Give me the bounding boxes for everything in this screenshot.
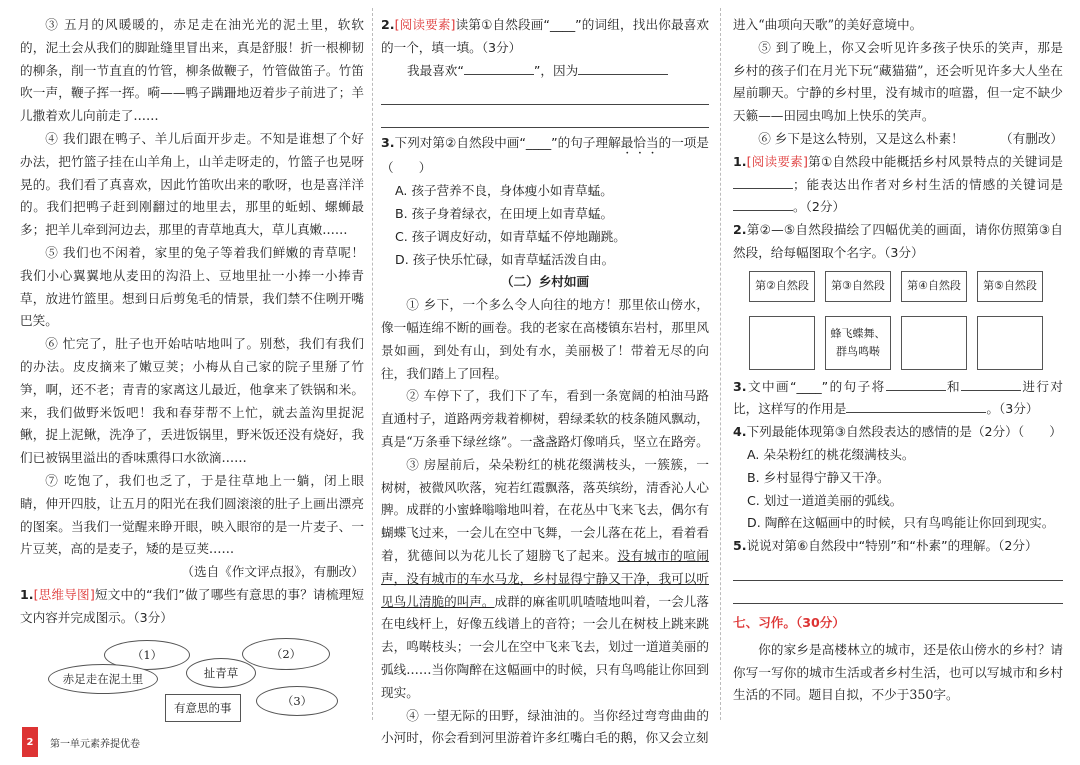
paragraph-5: ⑤ 到了晚上，你又会听见许多孩子快乐的笑声，那是乡村的孩子们在月光下玩“藏猫猫”，还会听见许多大人坐在屋前聊天。宁静的乡村里，没有城市的喧嚣，但一定不缺少天籁——田园虫鸣加上快乐的笑声。 bbox=[733, 39, 1063, 124]
mindmap-center: 有意思的事 bbox=[165, 694, 241, 723]
essay-prompt: 你的家乡是高楼林立的城市，还是依山傍水的乡村？请你写一写你的城市生活或者乡村生活，也可以写城市和乡村生活的不同。题目自拟，不少于350字。 bbox=[733, 641, 1063, 703]
question-number: 2. bbox=[381, 17, 395, 32]
column-right bbox=[733, 14, 1063, 707]
question-tag: [思维导图] bbox=[33, 586, 95, 602]
paragraph-3 bbox=[381, 454, 709, 705]
answer-blank[interactable] bbox=[961, 376, 1021, 391]
question-3 bbox=[381, 132, 709, 180]
answer-line[interactable] bbox=[733, 581, 1063, 604]
edit-note: （有删改） bbox=[1000, 130, 1063, 146]
question-5 bbox=[733, 535, 1063, 558]
question-number: 5. bbox=[733, 538, 747, 554]
answer-blank[interactable] bbox=[733, 174, 793, 189]
name-cell bbox=[825, 271, 891, 370]
question-number: 1. bbox=[20, 586, 34, 602]
column-middle bbox=[381, 14, 709, 750]
name-answer-box[interactable] bbox=[977, 316, 1043, 370]
paragraph-3: ③ 五月的风暖暖的，赤足走在油光光的泥土里，软软的，泥土会从我们的脚趾缝里冒出来，真是舒服！折一根柳韧的柳条，削一节直直的竹管，柳条做鞭子，竹管做笛子。竹笛吹一声，鞭子挥一挥。嗬——鸭子蹒跚地迈着步子前进了；羊儿撒着欢儿向前走了…… bbox=[20, 17, 364, 124]
page-footer bbox=[22, 727, 140, 757]
picture-name-grid bbox=[749, 271, 1063, 370]
paragraph-4: ④ 一望无际的田野，绿油油的。当你经过弯弯曲曲的小河时，你会看到河里游着许多红嘴白毛的鹅，你又会立刻 bbox=[381, 707, 709, 746]
question-number: 2. bbox=[733, 222, 747, 238]
paragraph-text: 成群的麻雀叽叽喳喳地叫着，一会儿落在电线杆上，好像五线谱上的音符；一会儿在树枝上跳来跳去，鸣啭枝头；一会儿在空中飞来飞去，划过一道道美丽的弧线……当你陶醉在这幅画中的时候，只有鸟鸣能让你回到现实。 bbox=[381, 593, 710, 700]
column-divider bbox=[372, 8, 373, 720]
name-cell bbox=[977, 271, 1043, 370]
paragraph-text: ③ 房屋前后，朵朵粉红的桃花缀满枝头，一簇簇，一树树，被微风吹落，宛若红霞飘落，落英缤纷，清香沁人心脾。成群的小蜜蜂嗡嗡地叫着，在花丛中飞来飞去，偶尔有蝴蝶飞过来，一会儿在空中飞舞，一会儿落在花上，看着看着，犹德间以为花儿长了翅膀飞了起来。 bbox=[381, 456, 709, 563]
mindmap-node-grass: 扯青草 bbox=[186, 658, 256, 688]
option-c[interactable]: C. 划过一道道美丽的弧线。 bbox=[747, 492, 903, 508]
column-left bbox=[20, 14, 364, 724]
answer-line[interactable] bbox=[381, 105, 709, 128]
question-tag: [阅读要素] bbox=[394, 17, 456, 32]
source-note: （选自《作文评点报》，有删改） bbox=[181, 564, 364, 580]
section-title: （二）乡村如画 bbox=[500, 274, 590, 290]
footer-label: 第一单元素养提优卷 bbox=[50, 738, 140, 750]
question-text: 短文中的“我们”做了哪些有意思的事？请梳理短文内容并完成图示。（3分） bbox=[20, 586, 364, 625]
name-header: 第③自然段 bbox=[825, 271, 891, 302]
paragraph-5: ⑤ 我们也不闲着，家里的兔子等着我们鲜嫩的青草呢！我们小心翼翼地从麦田的沟沿上、豆地里扯一小捧一小捧青草，放进竹篮里。想到日后剪兔毛的情景，我们禁不住咧开嘴巴笑。 bbox=[20, 244, 364, 329]
question-number: 3. bbox=[381, 135, 395, 151]
question-text: 文中画“____”的句子将 bbox=[746, 378, 886, 394]
paragraph-6 bbox=[733, 128, 1063, 151]
answer-blank[interactable] bbox=[733, 196, 793, 211]
question-text: 。（2分） bbox=[793, 199, 846, 215]
mindmap-blank-3[interactable]: （3） bbox=[256, 686, 338, 716]
fill-text: ”，因为 bbox=[533, 62, 579, 78]
name-cell bbox=[749, 271, 815, 370]
question-1 bbox=[733, 151, 1063, 219]
question-text: 第①自然段中能概括乡村风景特点的关键词是 bbox=[807, 153, 1064, 169]
emphasis-text: 最恰当 bbox=[620, 135, 659, 151]
name-header: 第④自然段 bbox=[901, 271, 967, 302]
question-4 bbox=[733, 421, 1063, 444]
question-2-fill bbox=[381, 60, 709, 83]
section-7-title: 七、习作。（30分） bbox=[733, 614, 845, 630]
mindmap-node-barefoot: 赤足走在泥土里 bbox=[48, 664, 158, 694]
option-b[interactable]: B. 乡村显得宁静又干净。 bbox=[747, 469, 890, 485]
name-answer-box[interactable] bbox=[749, 316, 815, 370]
option-c[interactable]: C. 孩子调皮好动，如青草蜢不停地蹦跳。 bbox=[395, 228, 626, 244]
fill-text: 我最喜欢“ bbox=[407, 62, 464, 78]
paragraph-text: ⑥ 乡下是这么特别，又是这么朴素！ bbox=[758, 130, 964, 146]
paragraph-1: ① 乡下，一个多么令人向往的地方！那里依山傍水，像一幅连绵不断的画卷。我的老家在高楼镇东岩村，那里风景如画，到处有山，到处有水，美丽极了！带着无尽的向往，我们踏上了回程。 bbox=[381, 297, 709, 381]
name-example: 蜂飞蝶舞、群鸟鸣啭 bbox=[825, 316, 891, 370]
name-answer-box[interactable] bbox=[901, 316, 967, 370]
question-text: 进行对比，这样写的作用是 bbox=[733, 378, 1063, 417]
question-text: 下列对第②自然段中画“____”的句子理解 bbox=[394, 135, 621, 151]
question-text: 和 bbox=[945, 378, 961, 394]
question-text: 的一项是（ ） bbox=[381, 135, 710, 176]
question-text: 说说对第⑥自然段中“特别”和“朴素”的理解。（2分） bbox=[746, 538, 1038, 554]
paragraph-7: ⑦ 吃饱了，我们也乏了，于是往草地上一躺，闭上眼睛，伸开四肢，让五月的阳光在我们圆滚滚的肚子上画出漂亮的图案。当我们一觉醒来睁开眼，映入眼帘的是一片麦子、一片豆荚，高的是麦子，矮的是豆荚…… bbox=[20, 472, 364, 557]
question-number: 1. bbox=[733, 153, 747, 169]
option-d[interactable]: D. 陶醉在这幅画中的时候，只有鸟鸣能让你回到现实。 bbox=[747, 515, 1055, 531]
question-3 bbox=[733, 376, 1063, 422]
question-text: 。（3分） bbox=[986, 401, 1039, 417]
answer-blank[interactable] bbox=[886, 376, 946, 391]
question-2 bbox=[733, 219, 1063, 265]
question-text: 下列最能体现第③自然段表达的感情的是（2分）（ ） bbox=[746, 424, 1062, 440]
option-b[interactable]: B. 孩子身着绿衣，在田埂上如青草蜢。 bbox=[395, 205, 614, 221]
option-d[interactable]: D. 孩子快乐忙碌，如青草蜢活泼自由。 bbox=[395, 251, 615, 267]
mindmap-blank-2[interactable]: （2） bbox=[242, 638, 330, 670]
name-cell bbox=[901, 271, 967, 370]
question-number: 3. bbox=[733, 378, 747, 394]
question-tag: [阅读要素] bbox=[746, 153, 808, 169]
paragraph-4: ④ 我们跟在鸭子、羊儿后面开步走。不知是谁想了个好办法，把竹篮子挂在山羊角上，山羊走呀走的，竹篮子也晃呀晃的。我们看了真喜欢，因此竹笛吹出来的歌呀，也是喜洋洋的。我们把鸭子赶到刚翻过的地里去，那里的蚯蚓、螺蛳最多；把羊儿牵到河边去，那里的青草地真大，草儿真嫩…… bbox=[20, 130, 364, 238]
name-header: 第⑤自然段 bbox=[977, 271, 1043, 302]
question-1 bbox=[20, 584, 364, 630]
mind-map bbox=[20, 636, 364, 724]
answer-line[interactable] bbox=[733, 558, 1063, 581]
question-text: ；能表达出作者对乡村生活的情感的关键词是 bbox=[793, 176, 1063, 192]
answer-blank[interactable] bbox=[846, 398, 986, 413]
option-a[interactable]: A. 朵朵粉红的桃花缀满枝头。 bbox=[747, 446, 915, 462]
paragraph-6: ⑥ 忙完了，肚子也开始咕咕地叫了。别愁，我们有我们的办法。皮皮摘来了嫩豆荚；小梅从自己家的院子里掰了竹笋，啊，还不老；青青的家离这儿最近，他拿来了铁锅和米。来，我们做野米饭吧！我和春芽帮不上忙，就去盖沟里捉泥鳅，捉上泥鳅，洗净了，丢进饭锅里，野米饭还没有烧好，我们已被锅里溢出的香味熏得口水欲滴…… bbox=[20, 336, 364, 466]
mindmap-blank-1[interactable]: （1） bbox=[104, 640, 190, 670]
question-number: 4. bbox=[733, 424, 747, 440]
answer-blank[interactable] bbox=[578, 60, 668, 75]
option-a[interactable]: A. 孩子营养不良，身体瘦小如青草蜢。 bbox=[395, 183, 613, 199]
underlined-sentence: 没有城市的喧闹声，没有城市的车水马龙，乡村显得宁静又干净，我可以听见鸟儿清脆的叫声。 bbox=[381, 547, 710, 609]
answer-blank[interactable] bbox=[464, 60, 534, 75]
column-divider bbox=[720, 8, 721, 720]
question-text: 读第①自然段画“____”的词组，找出你最喜欢的一个，填一填。（3分） bbox=[381, 17, 710, 55]
question-2 bbox=[381, 14, 709, 60]
name-header: 第②自然段 bbox=[749, 271, 815, 302]
page-number: 2 bbox=[22, 727, 38, 757]
question-text: 第②—⑤自然段描绘了四幅优美的画面，请你仿照第③自然段，给每幅图取个名字。（3分） bbox=[733, 222, 1063, 260]
answer-line[interactable] bbox=[381, 82, 709, 105]
paragraph-continued: 进入“曲项向天歌”的美好意境中。 bbox=[733, 17, 923, 32]
paragraph-2: ② 车停下了，我们下了车，看到一条宽阔的柏油马路直通村子，道路两旁栽着柳树，碧绿柔软的枝条随风飘动，真是“万条垂下绿丝绦”。一盏盏路灯像哨兵，坚立在路旁。 bbox=[381, 388, 709, 449]
